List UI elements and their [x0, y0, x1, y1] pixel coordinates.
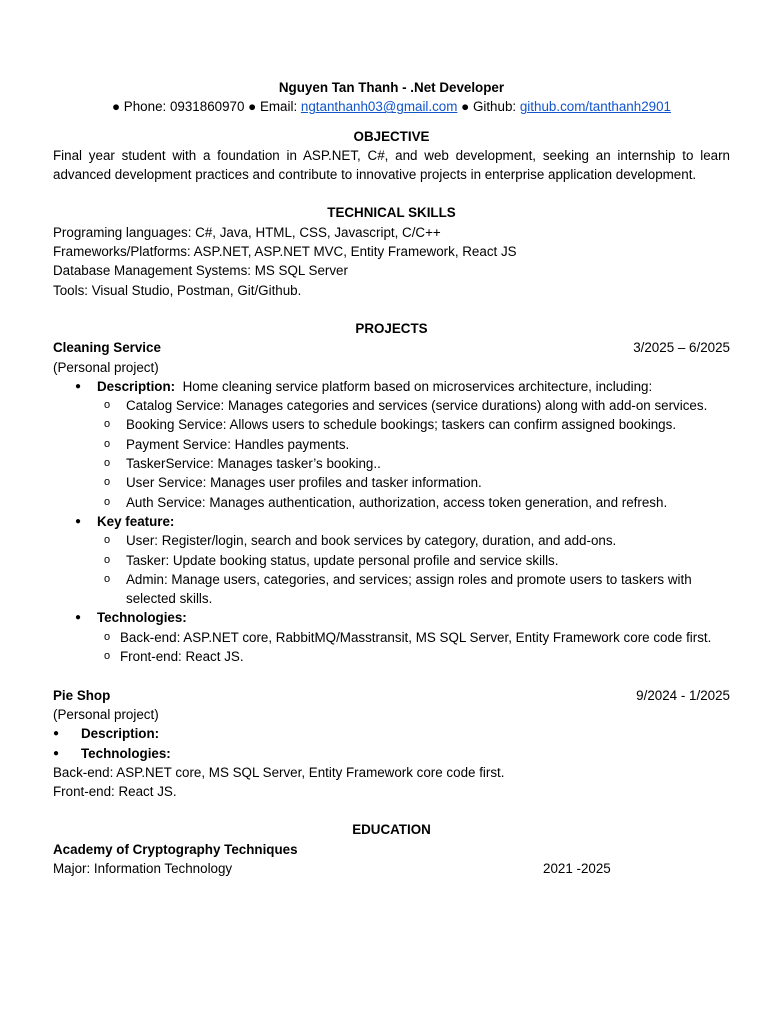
key-feature-label: Key feature: — [97, 513, 175, 529]
pie-backend: Back-end: ASP.NET core, MS SQL Server, Entity Framework core code first. — [53, 764, 505, 780]
project-title: Cleaning Service — [53, 340, 161, 356]
feature-item — [53, 551, 730, 570]
service-text: User Service: Manages user profiles and tasker information. — [126, 475, 482, 491]
projects-heading: PROJECTS — [355, 320, 428, 336]
service-item — [53, 493, 730, 512]
contact-line — [53, 97, 730, 116]
project-dates: 3/2025 – 6/2025 — [633, 340, 730, 356]
project-type: (Personal project) — [53, 359, 159, 375]
skills-heading: TECHNICAL SKILLS — [327, 205, 456, 221]
description-item — [53, 724, 730, 743]
hollow-bullet-icon: o — [104, 572, 111, 585]
service-text: TaskerService: Manages tasker’s booking.. — [126, 456, 381, 472]
service-text: Booking Service: Allows users to schedule bookings; taskers can confirm assigned bookings. — [126, 417, 677, 433]
education-row — [53, 859, 730, 878]
feature-text: Tasker: Update booking status, update personal profile and service skills. — [126, 552, 559, 568]
tech-item — [53, 628, 730, 647]
hollow-bullet-icon: o — [104, 437, 111, 450]
service-item — [53, 473, 730, 492]
resume-page — [53, 78, 730, 878]
github-label: ● Github: — [457, 99, 520, 115]
service-item — [53, 415, 730, 434]
skill-item: Frameworks/Platforms: ASP.NET, ASP.NET MVC, Entity Framework, React JS — [53, 244, 517, 260]
service-text: Catalog Service: Manages categories and services (service durations) along with add-on services. — [126, 398, 708, 414]
feature-item — [53, 531, 730, 550]
resume-name-title: Nguyen Tan Thanh - .Net Developer — [278, 80, 505, 95]
tech-text: Back-end: ASP.NET core, RabbitMQ/Masstransit, MS SQL Server, Entity Framework core code first. — [120, 629, 712, 645]
key-feature-item — [53, 512, 730, 531]
tech-text: Front-end: React JS. — [120, 649, 244, 665]
feature-item — [53, 570, 730, 609]
technologies-label: Technologies: — [97, 610, 187, 626]
filled-bullet-icon: ● — [53, 747, 60, 759]
service-text: Auth Service: Manages authentication, authorization, access token generation, and refresh. — [126, 494, 668, 510]
filled-bullet-icon: ● — [75, 380, 82, 392]
feature-text: Admin: Manage users, categories, and services; assign roles and promote users to taskers with selected skills. — [126, 571, 692, 607]
major: Major: Information Technology — [53, 860, 233, 876]
project-title: Pie Shop — [53, 687, 111, 703]
hollow-bullet-icon: o — [104, 476, 111, 489]
technologies-label: Technologies: — [81, 745, 171, 761]
project-pie-header — [53, 686, 730, 705]
hollow-bullet-icon: o — [104, 630, 111, 643]
filled-bullet-icon: ● — [75, 612, 82, 624]
feature-text: User: Register/login, search and book services by category, duration, and add-ons. — [126, 533, 617, 549]
objective-line-1: Final year student with a foundation in ASP.NET, C#, and web development, seeking an internship to learn — [53, 147, 730, 163]
service-text: Payment Service: Handles payments. — [126, 436, 350, 452]
description-text: Home cleaning service platform based on microservices architecture, including: — [175, 378, 653, 394]
hollow-bullet-icon: o — [104, 495, 111, 508]
service-item — [53, 396, 730, 415]
education-years: 2021 -2025 — [543, 860, 611, 876]
skill-item: Database Management Systems: MS SQL Server — [53, 263, 348, 279]
email-link[interactable]: ngtanthanh03@gmail.com — [300, 99, 458, 115]
tech-item — [53, 647, 730, 666]
objective-line-2: advanced development practices and contribute to innovative projects in enterprise application development. — [53, 167, 697, 183]
technologies-item — [53, 744, 730, 763]
phone-label: ● Phone: 0931860970 ● Email: — [111, 99, 301, 115]
github-link[interactable]: github.com/tanthanh2901 — [519, 99, 671, 115]
skill-item: Programing languages: C#, Java, HTML, CSS, Javascript, C/C++ — [53, 224, 441, 240]
hollow-bullet-icon: o — [104, 418, 111, 431]
school-name: Academy of Cryptography Techniques — [53, 841, 298, 857]
hollow-bullet-icon: o — [104, 457, 111, 470]
hollow-bullet-icon: o — [104, 650, 111, 663]
project-type: (Personal project) — [53, 706, 159, 722]
project-cleaning-header — [53, 338, 730, 357]
hollow-bullet-icon: o — [104, 553, 111, 566]
service-item — [53, 435, 730, 454]
filled-bullet-icon: ● — [75, 515, 82, 527]
hollow-bullet-icon: o — [104, 399, 111, 412]
description-label: Description: — [97, 378, 176, 394]
project-dates: 9/2024 - 1/2025 — [636, 687, 730, 703]
technologies-item — [53, 608, 730, 627]
description-label: Description: — [81, 726, 160, 742]
filled-bullet-icon: ● — [53, 728, 60, 740]
description-item — [53, 377, 730, 396]
service-item — [53, 454, 730, 473]
hollow-bullet-icon: o — [104, 534, 111, 547]
skill-item: Tools: Visual Studio, Postman, Git/Github. — [53, 282, 302, 298]
education-heading: EDUCATION — [352, 822, 431, 838]
pie-frontend: Front-end: React JS. — [53, 784, 177, 800]
objective-heading: OBJECTIVE — [353, 128, 430, 144]
